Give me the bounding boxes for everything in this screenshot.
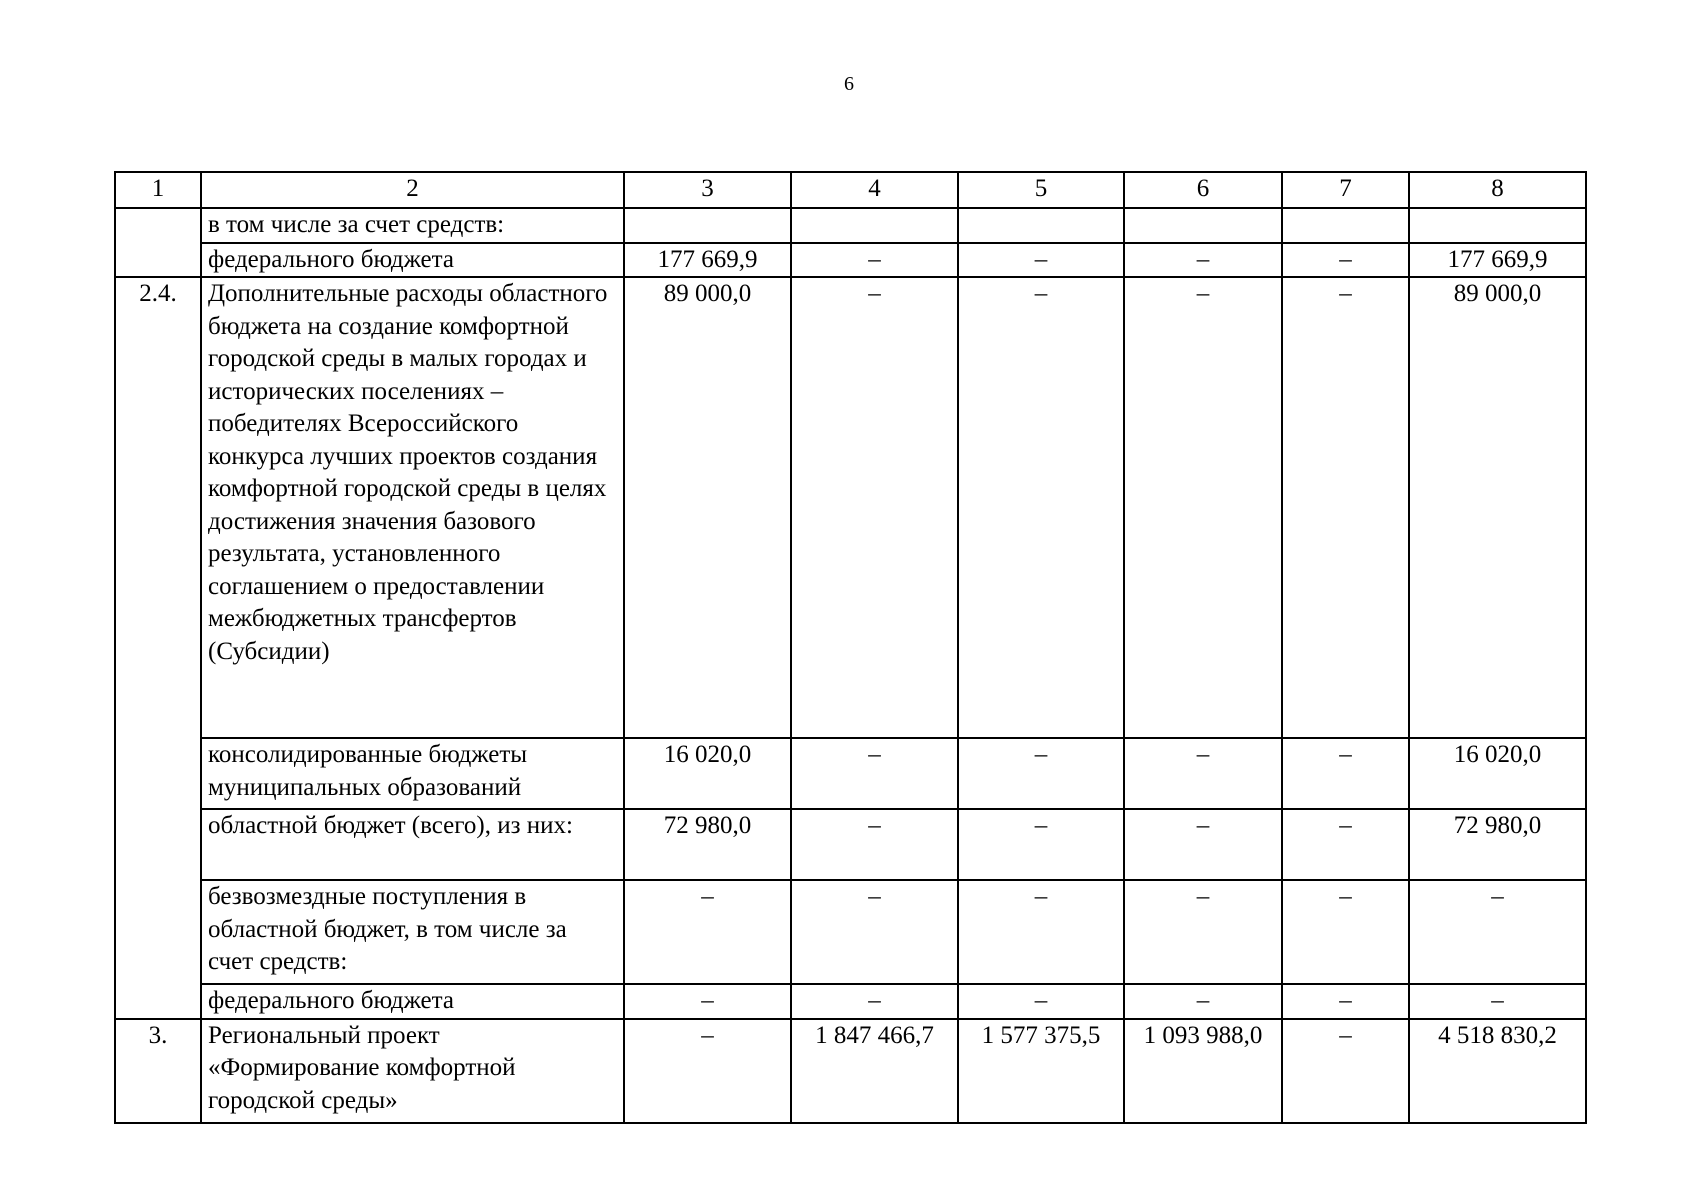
row-value: – bbox=[958, 738, 1124, 809]
row-value: – bbox=[624, 984, 791, 1019]
row-name: областной бюджет (всего), из них: bbox=[201, 809, 624, 880]
row-value: 1 577 375,5 bbox=[958, 1019, 1124, 1123]
row-value: 4 518 830,2 bbox=[1409, 1019, 1586, 1123]
row-value: – bbox=[1282, 1019, 1409, 1123]
row-value: – bbox=[1282, 880, 1409, 984]
row-value: – bbox=[958, 880, 1124, 984]
row-value: 89 000,0 bbox=[1409, 277, 1586, 738]
row-value: – bbox=[958, 984, 1124, 1019]
row-value: – bbox=[624, 880, 791, 984]
row-value: – bbox=[791, 984, 958, 1019]
row-value bbox=[624, 208, 791, 243]
row-value: 177 669,9 bbox=[1409, 243, 1586, 278]
column-header: 6 bbox=[1124, 172, 1282, 208]
page-number: 6 bbox=[844, 73, 854, 95]
row-value bbox=[1124, 208, 1282, 243]
row-value: – bbox=[1124, 243, 1282, 278]
row-value: – bbox=[1124, 277, 1282, 738]
budget-table bbox=[114, 171, 1587, 1124]
table-row bbox=[115, 243, 1586, 278]
row-name: Региональный проект «Формирование комфортной городской среды» bbox=[201, 1019, 624, 1123]
column-header: 4 bbox=[791, 172, 958, 208]
table-row bbox=[115, 738, 1586, 809]
row-value: – bbox=[1124, 738, 1282, 809]
row-value: – bbox=[958, 809, 1124, 880]
header-row bbox=[115, 172, 1586, 208]
row-value: 72 980,0 bbox=[624, 809, 791, 880]
row-value: 16 020,0 bbox=[1409, 738, 1586, 809]
column-header: 5 bbox=[958, 172, 1124, 208]
row-value: – bbox=[624, 1019, 791, 1123]
table-row bbox=[115, 208, 1586, 243]
column-header: 2 bbox=[201, 172, 624, 208]
row-value bbox=[1409, 208, 1586, 243]
row-value: – bbox=[1124, 984, 1282, 1019]
row-value: – bbox=[1282, 738, 1409, 809]
column-header: 7 bbox=[1282, 172, 1409, 208]
row-value bbox=[958, 208, 1124, 243]
row-code bbox=[115, 208, 201, 277]
table-row bbox=[115, 880, 1586, 984]
column-header: 3 bbox=[624, 172, 791, 208]
row-value: – bbox=[1409, 984, 1586, 1019]
row-value bbox=[1282, 208, 1409, 243]
row-value: – bbox=[1282, 277, 1409, 738]
row-name: в том числе за счет средств: bbox=[201, 208, 624, 243]
row-value: – bbox=[791, 243, 958, 278]
row-value bbox=[791, 208, 958, 243]
row-value: – bbox=[1282, 243, 1409, 278]
row-code: 3. bbox=[115, 1019, 201, 1123]
row-value: – bbox=[1282, 809, 1409, 880]
row-name: консолидированные бюджеты муниципальных образований bbox=[201, 738, 624, 809]
row-name: федерального бюджета bbox=[201, 243, 624, 278]
row-value: – bbox=[958, 243, 1124, 278]
row-value: – bbox=[1124, 880, 1282, 984]
row-value: 1 093 988,0 bbox=[1124, 1019, 1282, 1123]
row-code: 2.4. bbox=[115, 277, 201, 1019]
row-name: федерального бюджета bbox=[201, 984, 624, 1019]
column-header: 1 bbox=[115, 172, 201, 208]
row-value: – bbox=[791, 277, 958, 738]
row-value: 72 980,0 bbox=[1409, 809, 1586, 880]
row-name: Дополнительные расходы областного бюджета на создание комфортной городской среды в малых городах и исторических поселениях – победителях Всероссийского конкурса лучших проектов создания комфортной городской среды в целях достижения значения базового результата, установленного соглашением о предоставлении межбюджетных трансфертов (Субсидии) bbox=[201, 277, 624, 738]
row-value: – bbox=[791, 738, 958, 809]
row-value: 16 020,0 bbox=[624, 738, 791, 809]
row-value: 89 000,0 bbox=[624, 277, 791, 738]
table-row bbox=[115, 1019, 1586, 1123]
table-row bbox=[115, 277, 1586, 738]
table-row bbox=[115, 984, 1586, 1019]
row-value: – bbox=[1409, 880, 1586, 984]
row-value: – bbox=[791, 880, 958, 984]
row-value: 177 669,9 bbox=[624, 243, 791, 278]
table-row bbox=[115, 809, 1586, 880]
column-header: 8 bbox=[1409, 172, 1586, 208]
row-value: – bbox=[958, 277, 1124, 738]
row-name: безвозмездные поступления в областной бюджет, в том числе за счет средств: bbox=[201, 880, 624, 984]
row-value: – bbox=[1124, 809, 1282, 880]
row-value: – bbox=[1282, 984, 1409, 1019]
row-value: 1 847 466,7 bbox=[791, 1019, 958, 1123]
row-value: – bbox=[791, 809, 958, 880]
